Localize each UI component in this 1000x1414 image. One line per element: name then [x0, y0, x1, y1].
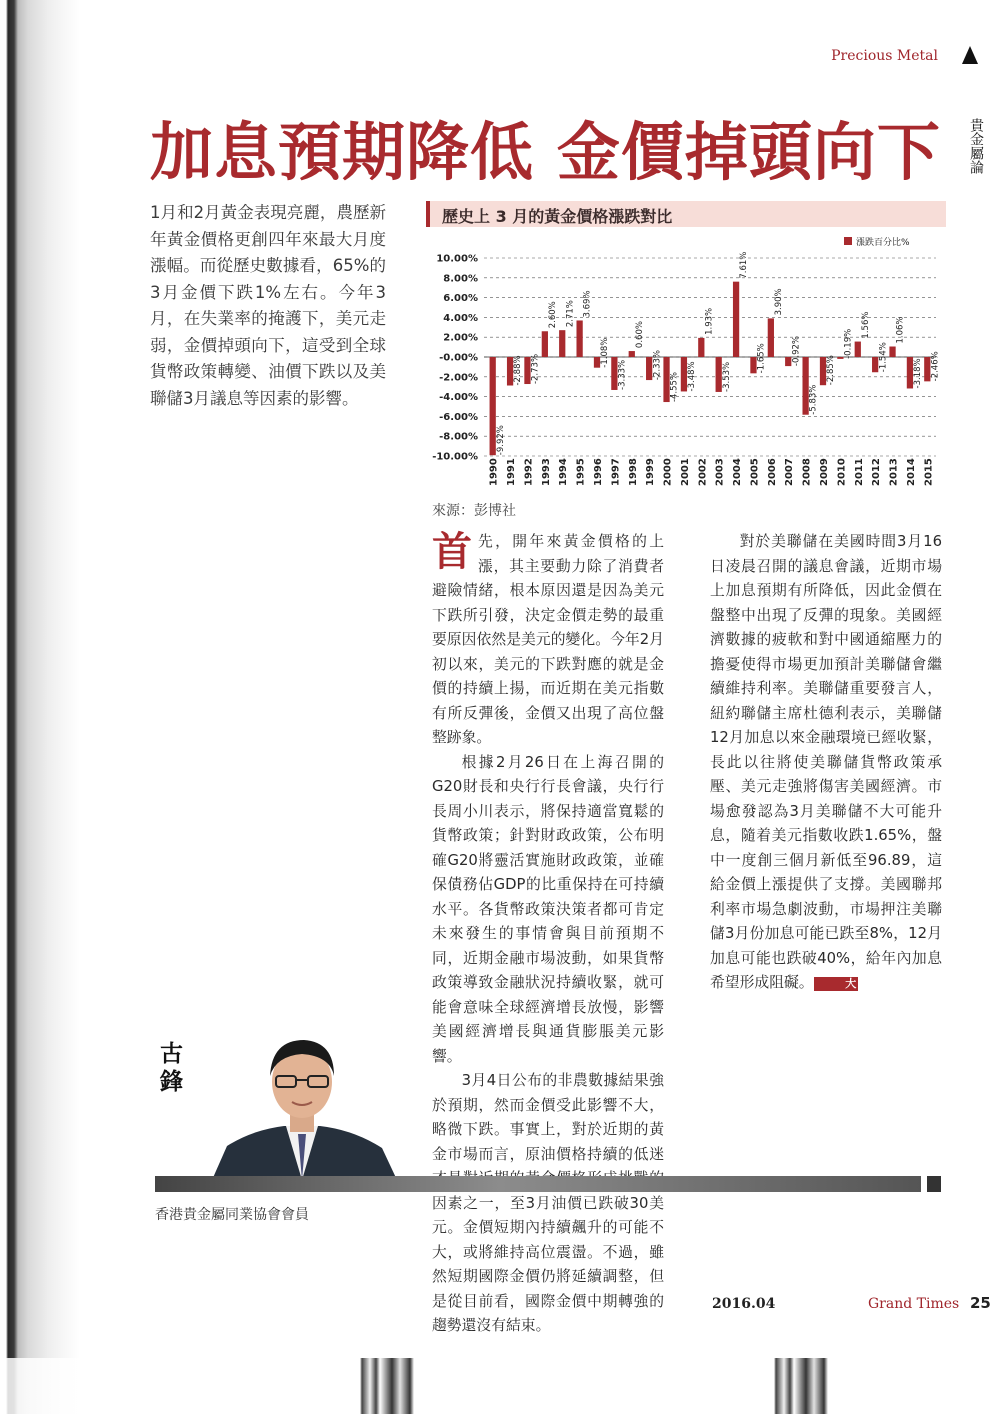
x-tick-label: 2003 — [714, 458, 726, 486]
data-label: -2.73% — [530, 353, 541, 385]
x-tick-label: 1991 — [506, 458, 518, 486]
data-label: 1.93% — [704, 307, 715, 335]
x-tick-label: 1997 — [610, 458, 622, 486]
legend-swatch — [844, 237, 852, 245]
author-name: 古鋒 — [160, 1040, 183, 1095]
y-tick-label: -6.00% — [439, 411, 478, 423]
y-tick-label: 4.00% — [443, 312, 478, 324]
x-tick-label: 2013 — [888, 458, 900, 486]
section-header: Precious Metal — [831, 48, 938, 64]
x-tick-label: 1992 — [523, 458, 535, 486]
gold-march-bar-chart — [428, 230, 940, 492]
data-label: -2.85% — [826, 355, 837, 386]
bar — [855, 342, 861, 357]
paragraph-1: 先，開年來黃金價格的上漲，其主要動力除了消費者避險情緒，根本原因還是因為美元下跌所引發，決定金價走勢的最重要原因依然是美元的變化。今年2月初以來，美元的下跌對應的就是金價的持續上揚，而近期在美元指數有所反彈後，金價又出現了高位盤整跡象。 — [432, 533, 664, 746]
y-tick-label: -2.00% — [439, 372, 478, 384]
data-label: -3.33% — [617, 359, 628, 390]
bar — [768, 318, 774, 357]
bar — [576, 320, 582, 357]
x-tick-label: 2006 — [766, 458, 778, 486]
x-tick-label: 2005 — [749, 458, 761, 486]
author-bar-end — [927, 1176, 941, 1192]
paragraph-4: 對於美聯儲在美國時間3月16日凌晨召開的議息會議，近期市場上加息預期有所降低，因此金價在盤整中出現了反彈的現象。美國經濟數據的疲軟和對中國通縮壓力的擔憂使得市場更加預計美聯儲會繼續維持利率。美聯儲重要發言人，紐約聯儲主席杜德利表示，美聯儲12月加息以來金融環境已經收緊，長此以往將使美聯儲貨幣政策承壓、美元走強將傷害美國經濟。市場愈發認為3月美聯儲不大可能升息，隨着美元指數收跌1.65%，盤中一度創三個月新低至96.89，這給金價上漲提供了支撐。美國聯邦利率市場急劇波動，市場押注美聯儲3月份加息可能已跌至8%，12月加息可能也跌破40%，給年內加息希望形成阻礙。 — [710, 533, 942, 991]
y-tick-label: 2.00% — [443, 332, 478, 344]
x-tick-label: 1998 — [627, 458, 639, 486]
y-tick-label: -0.00% — [439, 352, 478, 364]
y-tick-label: -8.00% — [439, 431, 478, 443]
x-tick-label: 1990 — [488, 458, 500, 486]
data-label: 3.69% — [582, 290, 593, 318]
data-label: 0.60% — [634, 321, 645, 349]
data-label: -1.08% — [600, 337, 611, 368]
x-tick-label: 2004 — [732, 458, 744, 486]
data-label: -4.55% — [669, 371, 680, 403]
y-tick-label: 6.00% — [443, 293, 478, 305]
y-tick-label: -10.00% — [432, 451, 478, 463]
bar — [559, 330, 565, 357]
x-tick-label: 2000 — [662, 458, 674, 486]
x-tick-label: 2008 — [801, 458, 813, 486]
paragraph-2: 根據2月26日在上海召開的G20財長和央行行長會議，央行行長周小川表示，將保持適當寬鬆的貨幣政策；針對財政政策，公布明確G20將靈活實施財政政策，並確保債務佔GDP的比重保持在可持續水平。各貨幣政策決策者都可肯定未來發生的事情會與目前預期不同，近期金融市場波動，如果貨幣政策導致金融狀況持續收緊，就可能會意味全球經濟增長放慢，影響美國經濟增長與通貨膨脹美元影響。 — [432, 753, 664, 1065]
bar — [542, 331, 548, 357]
data-label: 1.06% — [895, 316, 906, 344]
data-label: -2.33% — [652, 349, 663, 381]
data-label: -9.92% — [495, 425, 506, 456]
body-column-1 — [432, 530, 664, 1339]
x-tick-label: 1993 — [540, 458, 552, 486]
bar — [889, 347, 895, 357]
chart-source: 來源：彭博社 — [432, 503, 516, 519]
data-label: -1.54% — [878, 342, 889, 373]
data-label: 2.71% — [565, 300, 576, 328]
y-tick-label: 10.00% — [436, 253, 478, 265]
bar — [733, 282, 739, 357]
data-label: 7.61% — [739, 251, 750, 279]
x-tick-label: 2001 — [679, 458, 691, 486]
data-label: -3.18% — [913, 358, 924, 389]
magazine-name: Grand Times — [868, 1296, 960, 1312]
chart-title: 歷史上 3 月的黃金價格漲跌對比 — [442, 207, 673, 226]
data-label: 3.90% — [773, 288, 784, 316]
y-tick-label: 8.00% — [443, 273, 478, 285]
issue-date: 2016.04 — [712, 1296, 776, 1312]
column-side-label: 貴金屬論 — [968, 118, 984, 174]
page-number: 25 — [970, 1294, 991, 1312]
x-tick-label: 2011 — [853, 458, 865, 486]
end-mark-icon: 大 — [814, 977, 859, 991]
author-photo — [192, 1018, 412, 1180]
x-tick-label: 2007 — [784, 458, 796, 486]
x-tick-label: 1999 — [645, 458, 657, 486]
data-label: -2.46% — [930, 351, 940, 382]
scan-binding-shadow — [0, 0, 80, 1414]
chart-header — [426, 201, 946, 227]
author-title: 香港貴金屬同業協會會員 — [155, 1207, 309, 1223]
data-label: -3.48% — [687, 361, 698, 392]
header-triangle-icon — [962, 46, 978, 64]
x-tick-label: 1996 — [593, 458, 604, 486]
data-label: -0.19% — [843, 328, 854, 359]
x-tick-label: 2009 — [819, 458, 830, 486]
article-title: 加息預期降低 金價掉頭向下 — [150, 115, 941, 189]
author-bar — [155, 1176, 921, 1192]
legend-label: 漲跌百分比% — [856, 238, 910, 248]
data-label: -3.53% — [721, 361, 732, 392]
data-label: -5.83% — [808, 384, 819, 415]
data-label: -1.65% — [756, 343, 767, 374]
data-label: 1.56% — [860, 311, 871, 339]
data-label: -2.88% — [513, 355, 524, 386]
paragraph-3: 3月4日公布的非農數據結果強於預期，然而金價受此影響不大，略微下跌。事實上，對於近期的黃金市場而言，原油價格持續的低迷 因素之一，至3月油價已跌破30美元。金價短期內持續飆升的可能不大，或將維持高位震盪。不過，雖然短期國際金價仍將延續調整，但是從目前看，國際金價中期轉強的趨勢還沒有結束。 — [432, 1072, 664, 1334]
data-label: -0.92% — [791, 336, 802, 367]
x-tick-label: 2015 — [923, 458, 935, 486]
bar — [629, 351, 635, 357]
x-tick-label: 2014 — [905, 458, 917, 486]
x-tick-label: 1994 — [558, 458, 570, 486]
x-tick-label: 2010 — [836, 458, 848, 486]
dropcap: 首 — [432, 528, 472, 575]
x-tick-label: 1995 — [575, 458, 587, 486]
body-column-2 — [710, 530, 942, 996]
y-tick-label: -4.00% — [439, 392, 478, 404]
bar — [698, 338, 704, 357]
article-intro: 1月和2月黃金表現亮麗，農歷新年黃金價格更創四年來最大月度漲幅。而從歷史數據看，65%的3月金價下跌1%左右。今年3月，在失業率的掩護下，美元走弱，金價掉頭向下，這受到全球貨幣政策轉變、油價下跌以及美聯儲3月議息等因素的影響。 — [150, 203, 386, 408]
x-tick-label: 2002 — [697, 458, 709, 486]
data-label: 2.60% — [547, 301, 558, 329]
scan-edge-strip — [0, 1358, 1000, 1414]
x-tick-label: 2012 — [871, 458, 883, 486]
